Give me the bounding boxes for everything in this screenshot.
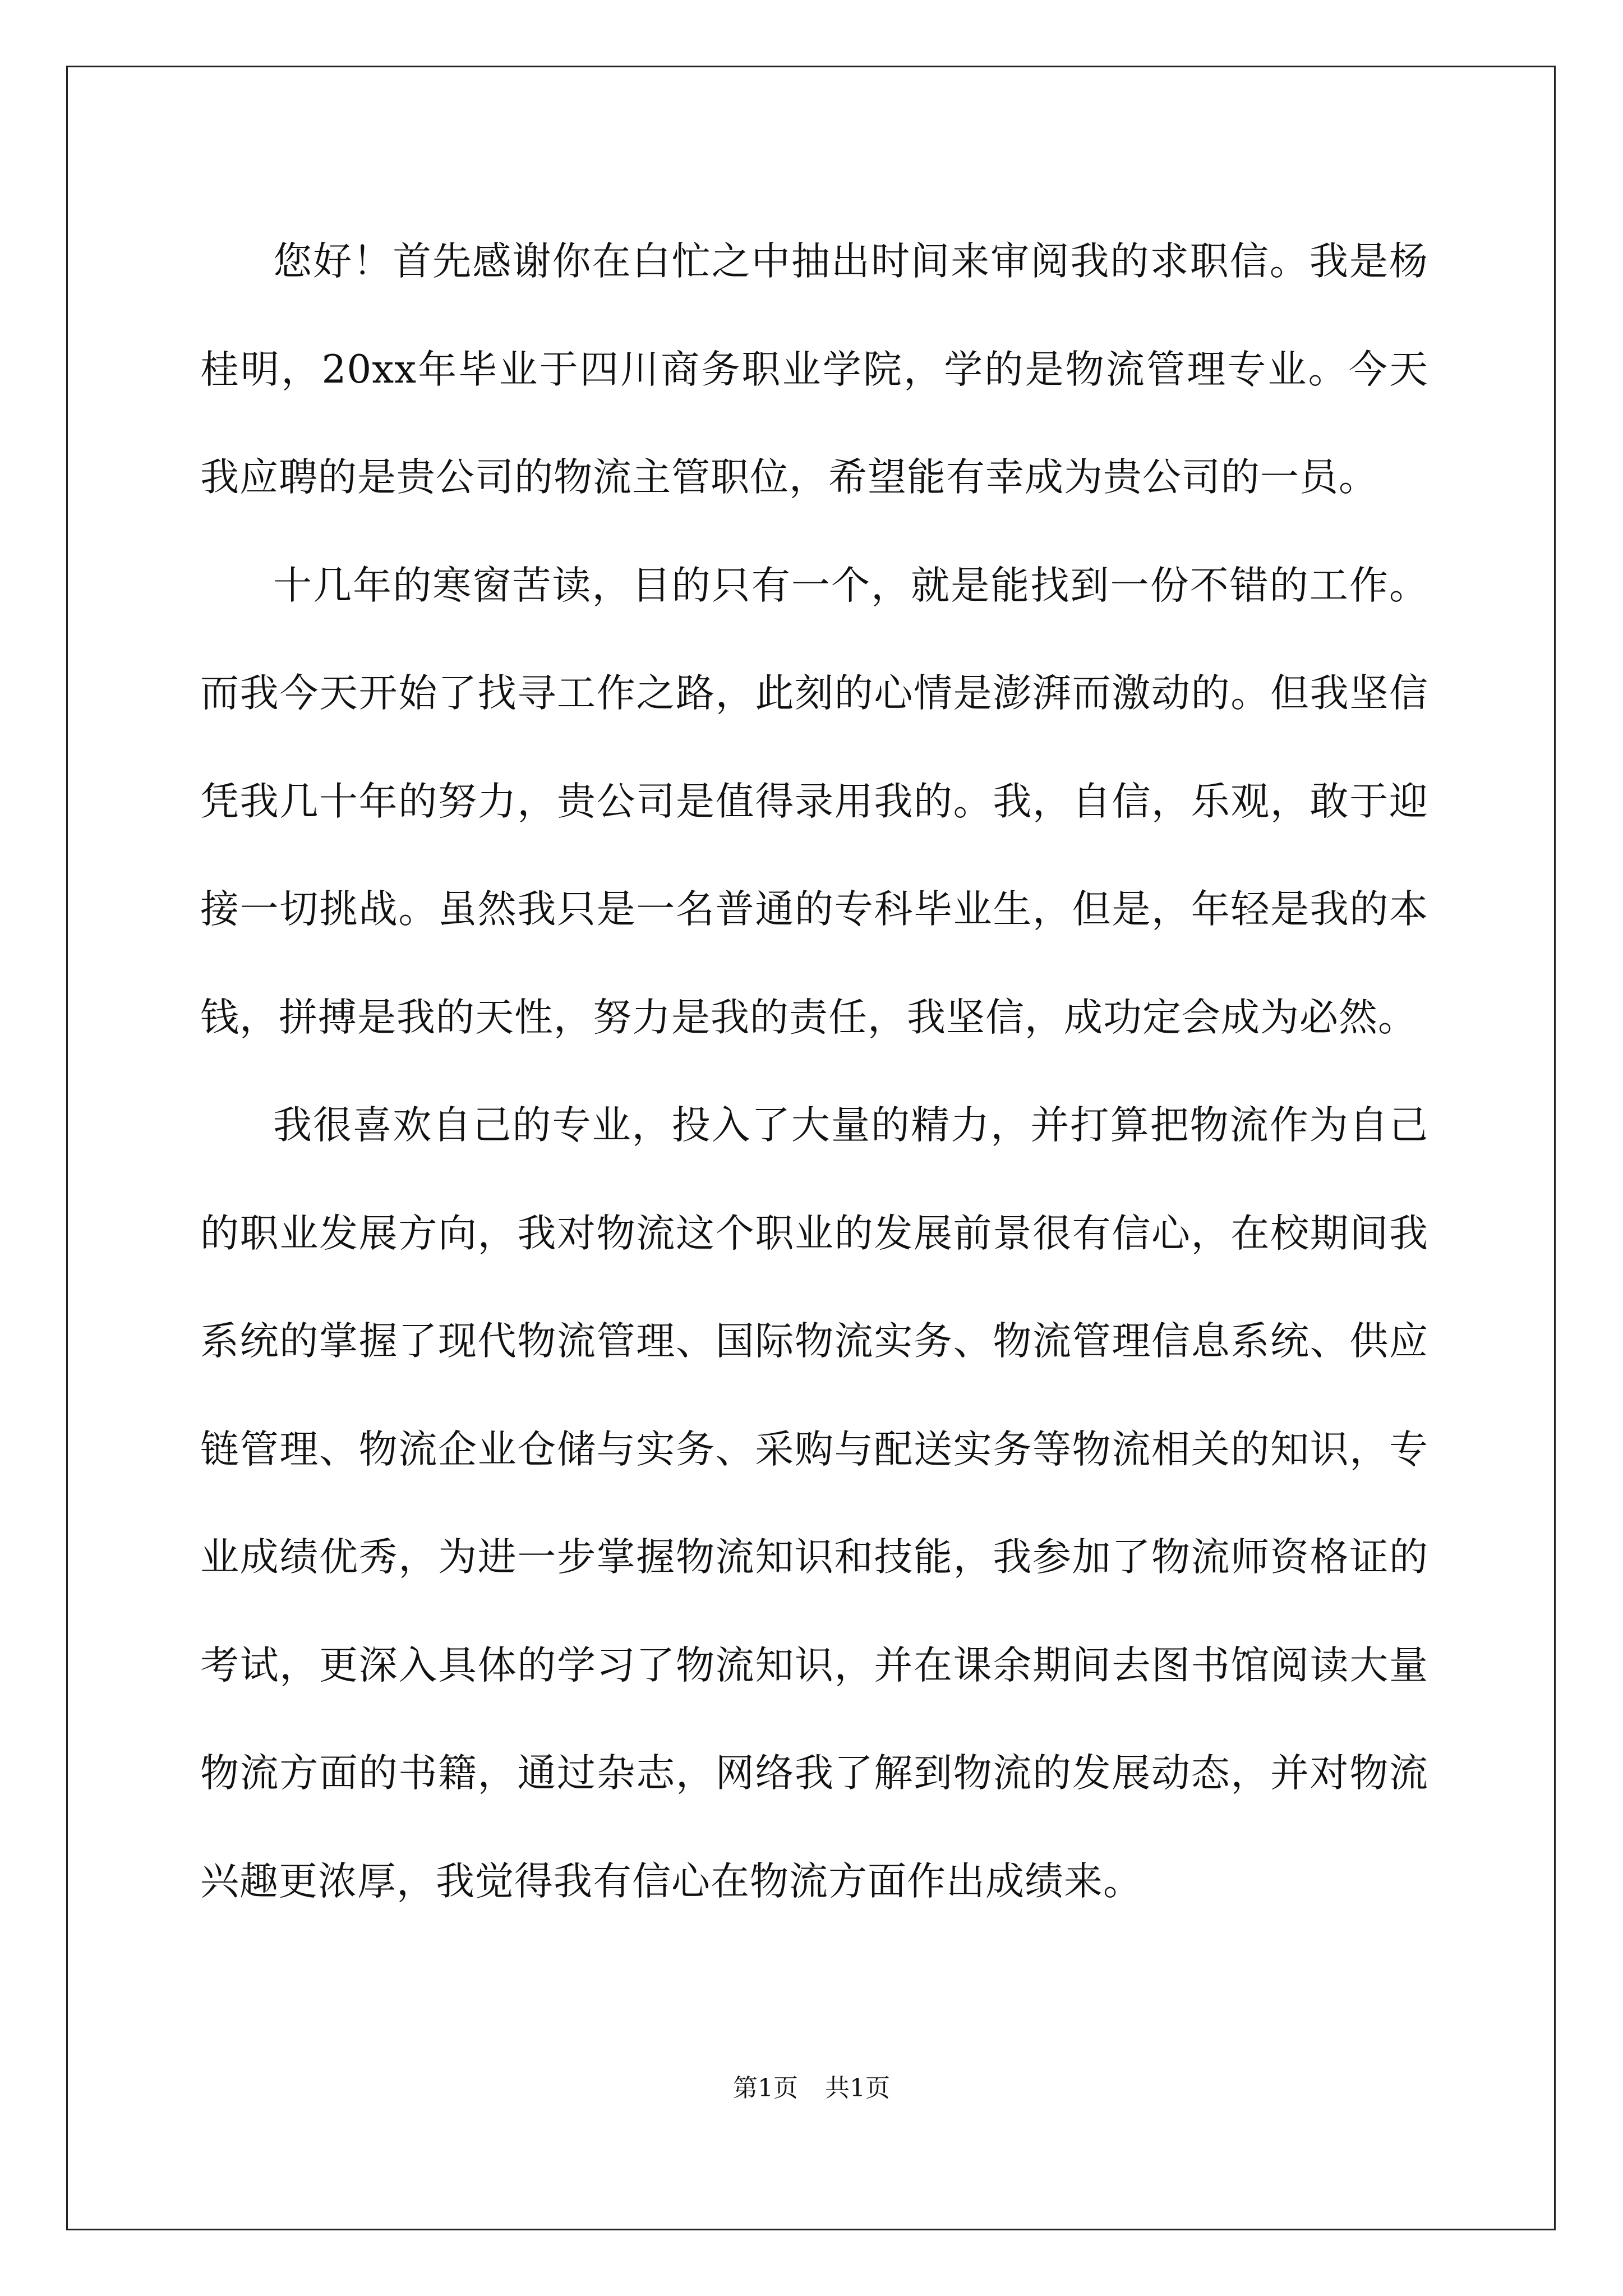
page-number: 第1页: [733, 2074, 798, 2102]
paragraph-motivation: 十几年的寒窗苦读，目的只有一个，就是能找到一份不错的工作。而我今天开始了找寻工作之路，此刻的心情是澎湃而激动的。但我坚信凭我几十年的努力，贵公司是值得录用我的。我，自信，乐观，敢于迎接一切挑战。虽然我只是一名普通的专科毕业生，但是，年轻是我的本钱，拼搏是我的天性，努力是我的责任，我坚信，成功定会成为必然。: [200, 563, 1428, 1040]
page-footer: [0, 2072, 1623, 2105]
letter-body: [200, 208, 1428, 1935]
paragraph-qualifications: 我很喜欢自己的专业，投入了大量的精力，并打算把物流作为自己的职业发展方向，我对物流这个职业的发展前景很有信心，在校期间我系统的掌握了现代物流管理、国际物流实务、物流管理信息系统、供应链管理、物流企业仓储与实务、采购与配送实务等物流相关的知识，专业成绩优秀，为进一步掌握物流知识和技能，我参加了物流师资格证的考试，更深入具体的学习了物流知识，并在课余期间去图书馆阅读大量物流方面的书籍，通过杂志，网络我了解到物流的发展动态，并对物流兴趣更浓厚，我觉得我有信心在物流方面作出成绩来。: [200, 1103, 1428, 1904]
page-total: 共1页: [825, 2074, 890, 2102]
paragraph-greeting: 您好！首先感谢你在白忙之中抽出时间来审阅我的求职信。我是杨桂明，20xx年毕业于四川商务职业学院，学的是物流管理专业。今天我应聘的是贵公司的物流主管职位，希望能有幸成为贵公司的一员。: [200, 239, 1428, 500]
